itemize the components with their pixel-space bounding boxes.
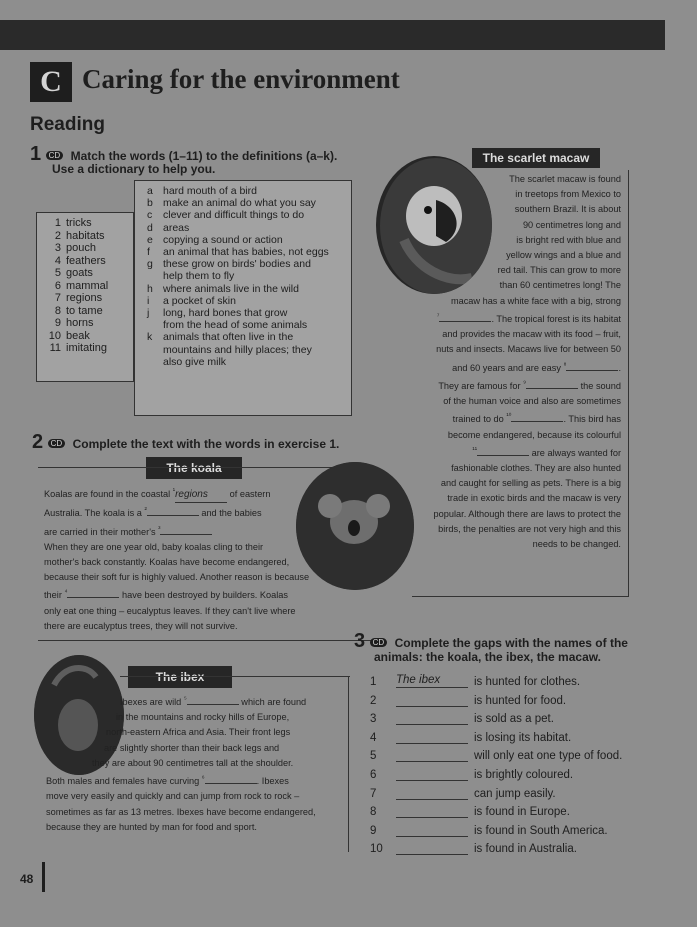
word-item <box>43 267 133 280</box>
definition-letter: f <box>147 246 150 259</box>
definition-text: also give milk <box>163 355 227 368</box>
koala-line <box>44 555 364 570</box>
koala-text: mother's back constantly. Koalas have become endangered, <box>44 557 290 567</box>
exercise3-item-text: is found in Australia. <box>474 843 577 856</box>
macaw-text: fashionable clothes. They are also hunted <box>451 462 621 473</box>
macaw-text: become endangered, because its colourful <box>447 429 621 440</box>
definition-letter: c <box>147 209 153 222</box>
koala-line <box>44 540 364 555</box>
macaw-gap-number: ¹¹ <box>472 446 478 454</box>
macaw-line <box>416 537 621 552</box>
cd-icon: CD <box>370 638 388 647</box>
exercise3-answer-field[interactable] <box>396 748 468 762</box>
koala-gap: regions <box>175 487 227 503</box>
ibex-text: they are about 90 centimetres tall at the shoulder. <box>92 757 294 768</box>
word-number: 6 <box>54 279 61 292</box>
ibex-text: north-eastern Africa and Asia. Their front legs <box>106 727 291 738</box>
exercise3-item-number: 6 <box>370 768 377 781</box>
definition-line <box>147 185 351 197</box>
exercise3-item-text: will only eat one type of food. <box>474 750 623 763</box>
word-number: 1 <box>54 217 61 229</box>
macaw-text: southern Brazil. It is about <box>514 204 621 215</box>
ibex-passage-box <box>46 692 346 835</box>
exercise3-answer-field[interactable] <box>396 786 468 800</box>
koala-line <box>44 585 364 603</box>
exercise3-item-text: is losing its habitat. <box>474 731 572 744</box>
macaw-text: popular. Although there are laws to protect the <box>433 508 621 519</box>
ibex-line <box>46 756 346 771</box>
section-heading: Reading <box>30 114 105 135</box>
word-item <box>43 280 133 293</box>
macaw-text: of the human voice and also are sometimes <box>443 396 621 407</box>
macaw-text: . The tropical forest is its habitat <box>491 313 621 324</box>
definition-text: help them to fly <box>163 270 235 283</box>
definitions-box <box>134 180 352 416</box>
macaw-gap-number: ⁷ <box>436 312 440 320</box>
koala-gap-number: ² <box>144 507 147 515</box>
macaw-box-border <box>628 170 629 596</box>
word-item <box>43 230 133 243</box>
definition-text: clever and difficult things to do <box>163 209 305 222</box>
ibex-title: The ibex <box>128 666 232 688</box>
word-text: regions <box>66 292 103 304</box>
macaw-text: trade in exotic birds and the macaw is very <box>447 493 621 504</box>
macaw-text: The scarlet macaw is found <box>509 174 621 184</box>
koala-gap <box>160 525 212 535</box>
ibex-box-border <box>348 676 349 852</box>
exercise3-item-number: 10 <box>370 843 383 856</box>
koala-line <box>44 619 364 634</box>
definition-text: an animal that has babies, not eggs <box>163 246 329 259</box>
koala-text: only eat one thing – eucalyptus leaves. If they can't live where <box>44 605 296 616</box>
ibex-box-top <box>120 676 350 677</box>
macaw-line <box>416 278 621 293</box>
macaw-text: and 60 years and are easy <box>452 362 564 373</box>
macaw-title: The scarlet macaw <box>472 148 600 168</box>
ibex-text: move very easily and quickly and can jump from rock to rock – <box>46 791 300 802</box>
macaw-passage-box <box>416 172 621 596</box>
exercise3-item-number: 7 <box>370 787 377 800</box>
koala-text: When they are one year old, baby koalas cling to their <box>44 541 264 552</box>
definition-line <box>147 295 351 307</box>
koala-box-top <box>38 467 368 468</box>
definition-line <box>147 258 351 270</box>
macaw-passage <box>416 172 621 552</box>
macaw-text: 90 centimetres long and <box>522 219 621 230</box>
koala-line <box>44 604 364 619</box>
koala-line <box>44 503 364 521</box>
ibex-text: sometimes as far as 13 metres. Ibexes have become endangered, <box>46 806 316 817</box>
koala-gap <box>147 506 199 516</box>
page-number-bar <box>42 862 45 892</box>
macaw-text: . <box>618 362 621 373</box>
definition-line <box>147 283 351 295</box>
macaw-line <box>416 409 621 427</box>
cd-icon: CD <box>48 439 66 448</box>
exercise2-header <box>32 431 339 454</box>
macaw-line <box>416 476 621 491</box>
word-text: imitating <box>66 342 107 354</box>
ibex-text: . Ibexes <box>256 776 289 787</box>
koala-box-bottom <box>38 640 386 641</box>
macaw-line <box>416 294 621 309</box>
macaw-text: and provides the macaw with its food – fruit, <box>442 329 621 340</box>
macaw-line <box>416 507 621 522</box>
definition-letter: j <box>147 307 150 320</box>
definition-text: from the head of some animals <box>163 319 308 332</box>
macaw-text: red tail. This can grow to more <box>497 265 621 276</box>
definition-line <box>147 209 351 221</box>
exercise3-item-text: is found in Europe. <box>474 806 570 819</box>
definition-letter: i <box>147 294 150 307</box>
word-number: 2 <box>54 229 61 242</box>
exercise3-item-text: is hunted for clothes. <box>474 676 581 688</box>
exercise3-item <box>370 711 670 730</box>
macaw-gap-number: ¹⁰ <box>506 413 512 421</box>
ibex-line <box>46 820 346 835</box>
exercise2-instruction: Complete the text with the words in exercise 1. <box>72 437 340 451</box>
ibex-line <box>46 692 346 710</box>
word-number: 8 <box>54 304 61 317</box>
definition-text: hard mouth of a bird <box>163 185 257 197</box>
macaw-line <box>416 248 621 263</box>
word-text: horns <box>66 317 94 329</box>
macaw-gap-number: ⁸ <box>563 361 567 369</box>
exercise3-item-number: 4 <box>370 731 377 744</box>
definition-list <box>135 181 351 368</box>
ibex-line <box>46 710 346 725</box>
exercise3-instruction-1: Complete the gaps with the names of the <box>394 636 628 650</box>
macaw-gap <box>436 312 491 322</box>
macaw-line <box>416 461 621 476</box>
koala-text: because their soft fur is highly valued. Another reason is because <box>44 572 310 583</box>
exercise3-instruction-2: animals: the koala, the ibex, the macaw. <box>374 650 601 664</box>
koala-text: of eastern <box>227 489 271 500</box>
exercise3-answer-field[interactable] <box>396 767 468 781</box>
exercise3-item-number: 9 <box>370 824 377 837</box>
exercise1-instruction-2: Use a dictionary to help you. <box>52 162 216 176</box>
exercise3-item <box>370 730 670 749</box>
exercise3-item <box>370 767 670 786</box>
definition-text: long, hard bones that grow <box>163 307 288 320</box>
koala-title: The koala <box>146 457 242 479</box>
definition-text: make an animal do what you say <box>163 197 316 210</box>
macaw-text: macaw has a white face with a big, strong <box>450 295 621 306</box>
macaw-text: needs to be changed. <box>532 538 621 549</box>
definition-text: copying a sound or action <box>163 233 283 246</box>
exercise3-answer-field[interactable] <box>396 730 468 744</box>
exercise3-item-text: is brightly coloured. <box>474 768 574 781</box>
ibex-text: which are found <box>238 697 307 708</box>
word-item <box>43 330 133 343</box>
exercise3-item-number: 3 <box>370 713 377 726</box>
koala-gap-number: ⁴ <box>64 589 68 597</box>
word-text: feathers <box>66 254 106 267</box>
exercise3-item-number: 2 <box>370 694 377 707</box>
definition-letter: k <box>147 331 153 344</box>
macaw-text: in treetops from Mexico to <box>515 189 621 200</box>
definition-line <box>147 319 351 331</box>
macaw-line <box>416 522 621 537</box>
exercise3-answer-field[interactable] <box>396 711 468 725</box>
exercise3-item <box>370 748 670 767</box>
macaw-text: . This bird has <box>563 414 621 425</box>
word-text: beak <box>66 329 90 342</box>
macaw-gap <box>511 412 563 422</box>
word-text: tricks <box>66 217 92 229</box>
definition-line <box>147 246 351 258</box>
ibex-line <box>46 789 346 804</box>
definition-letter: d <box>147 221 153 234</box>
macaw-line <box>416 376 621 394</box>
macaw-line <box>416 263 621 278</box>
ibex-text: in the mountains and rocky hills of Europe, <box>116 712 290 723</box>
cd-icon: CD <box>46 151 64 160</box>
koala-gap-number: ¹ <box>172 488 176 495</box>
exercise3-answer-field[interactable] <box>396 823 468 837</box>
ibex-gap <box>205 774 257 784</box>
word-list <box>37 213 133 355</box>
definition-letter: h <box>147 282 153 295</box>
exercise3-item-text: is sold as a pet. <box>474 713 554 726</box>
macaw-line <box>416 233 621 248</box>
ibex-text: Both males and females have curving <box>46 776 202 787</box>
exercise3-items <box>370 674 670 860</box>
koala-line <box>44 484 364 503</box>
word-item <box>43 217 133 230</box>
macaw-line <box>416 187 621 202</box>
exercise3-item-text: is hunted for food. <box>474 694 567 707</box>
word-text: pouch <box>66 242 96 254</box>
koala-line <box>44 522 364 540</box>
macaw-gap <box>566 361 618 371</box>
exercise3-item <box>370 841 670 860</box>
word-number: 5 <box>54 267 61 279</box>
macaw-text: nuts and insects. Macaws live for between 50 <box>436 344 621 355</box>
word-item <box>43 242 133 255</box>
unit-title: Caring for the environment <box>82 64 400 94</box>
ibex-line <box>46 741 346 756</box>
exercise2-number: 2 <box>32 431 44 453</box>
koala-passage <box>44 484 364 634</box>
macaw-line <box>416 327 621 342</box>
definition-line <box>147 344 351 356</box>
word-text: mammal <box>66 279 109 292</box>
exercise3-number: 3 <box>354 630 366 652</box>
macaw-text: trained to do <box>452 414 507 425</box>
koala-text: have been destroyed by builders. Koalas <box>119 590 288 601</box>
koala-gap-number: ³ <box>158 525 161 533</box>
word-number: 10 <box>48 329 61 342</box>
macaw-text: are always wanted for <box>529 447 621 458</box>
exercise1-number: 1 <box>30 143 42 165</box>
word-item <box>43 255 133 268</box>
macaw-text: is bright red with blue and <box>516 234 621 245</box>
word-text: habitats <box>66 229 105 242</box>
macaw-line <box>416 358 621 376</box>
top-banner <box>0 20 665 50</box>
exercise3-item <box>370 674 670 693</box>
word-number: 3 <box>54 242 61 254</box>
exercise3-item-text: can jump easily. <box>474 787 556 800</box>
word-number: 9 <box>54 317 61 329</box>
definition-text: areas <box>163 221 190 234</box>
koala-text: and the babies <box>198 508 262 519</box>
macaw-line <box>416 309 621 327</box>
definition-line <box>147 270 351 282</box>
macaw-line <box>416 218 621 233</box>
koala-text: Australia. The koala is a <box>44 508 145 519</box>
word-number: 11 <box>49 342 61 354</box>
macaw-text: the sound <box>578 380 621 391</box>
definition-line <box>147 197 351 209</box>
word-text: to tame <box>66 304 103 317</box>
macaw-gap <box>477 446 529 456</box>
ibex-text: Ibexes are wild <box>120 697 184 708</box>
exercise3-item-number: 1 <box>370 676 377 688</box>
exercise1-instruction-1: Match the words (1–11) to the definitions (a–k). <box>70 149 338 163</box>
macaw-gap-number: ⁹ <box>523 379 527 387</box>
definition-letter: b <box>147 197 153 210</box>
macaw-text: yellow wings and a blue and <box>506 250 621 261</box>
definition-line <box>147 356 351 368</box>
macaw-line <box>416 443 621 461</box>
word-number: 4 <box>54 254 61 267</box>
definition-line <box>147 307 351 319</box>
definition-line <box>147 234 351 246</box>
macaw-line <box>416 394 621 409</box>
ibex-gap-number: ⁶ <box>201 775 205 783</box>
macaw-line <box>416 428 621 443</box>
exercise3-answer-field[interactable] <box>396 693 468 707</box>
definition-letter: e <box>147 233 153 246</box>
definition-text: mountains and hilly places; they <box>163 343 312 356</box>
macaw-line <box>416 172 621 187</box>
ibex-text: are slightly shorter than their back legs and <box>104 742 280 753</box>
ibex-line <box>46 725 346 740</box>
koala-gap <box>67 588 119 598</box>
koala-text: Koalas are found in the coastal <box>44 489 173 500</box>
ibex-gap-number: ⁵ <box>183 696 187 703</box>
definition-text: where animals live in the wild <box>163 282 299 295</box>
koala-text: are carried in their mother's <box>44 526 159 537</box>
macaw-box-bottom <box>412 596 629 597</box>
macaw-line <box>416 202 621 217</box>
koala-passage-box <box>44 484 364 634</box>
koala-text: there are eucalyptus trees, they will not survive. <box>44 620 238 631</box>
exercise3-answer-field[interactable]: The ibex <box>396 674 468 688</box>
exercise3-item <box>370 804 670 823</box>
ibex-passage <box>46 692 346 835</box>
exercise3-item-number: 5 <box>370 750 377 763</box>
exercise3-item <box>370 693 670 712</box>
definition-line <box>147 222 351 234</box>
definition-text: a pocket of skin <box>163 294 236 307</box>
definition-line <box>147 331 351 343</box>
word-item <box>43 317 133 330</box>
word-number: 7 <box>54 292 61 304</box>
word-text: goats <box>66 267 93 279</box>
word-item <box>43 292 133 305</box>
ibex-line <box>46 771 346 789</box>
koala-text: their <box>44 590 65 601</box>
macaw-line <box>416 491 621 506</box>
exercise3-answer-field[interactable] <box>396 804 468 818</box>
exercise3-item-text: is found in South America. <box>474 824 608 837</box>
word-item <box>43 305 133 318</box>
macaw-line <box>416 342 621 357</box>
exercise3-item <box>370 786 670 805</box>
macaw-text: and caught for selling as pets. There is a big <box>440 478 621 489</box>
definition-letter: a <box>147 185 153 197</box>
definition-text: animals that often live in the <box>163 331 294 344</box>
exercise3-item <box>370 823 670 842</box>
word-list-box <box>36 212 134 382</box>
macaw-text: They are famous for <box>438 380 524 391</box>
macaw-text: than 60 centimetres long! The <box>499 280 621 291</box>
definition-text: these grow on birds' bodies and <box>163 258 311 271</box>
exercise3-answer-field[interactable] <box>396 841 468 855</box>
macaw-text: birds, the penalties are not very high and this <box>438 523 621 534</box>
koala-line <box>44 570 364 585</box>
word-item <box>43 342 133 355</box>
ibex-line <box>46 805 346 820</box>
macaw-gap <box>526 379 578 389</box>
ibex-text: because they are hunted by man for food and sport. <box>46 821 257 832</box>
unit-letter-badge: C <box>30 62 72 102</box>
definition-letter: g <box>147 258 153 271</box>
exercise3-item-number: 8 <box>370 806 377 819</box>
ibex-gap <box>187 695 239 705</box>
page-number: 48 <box>20 872 34 886</box>
